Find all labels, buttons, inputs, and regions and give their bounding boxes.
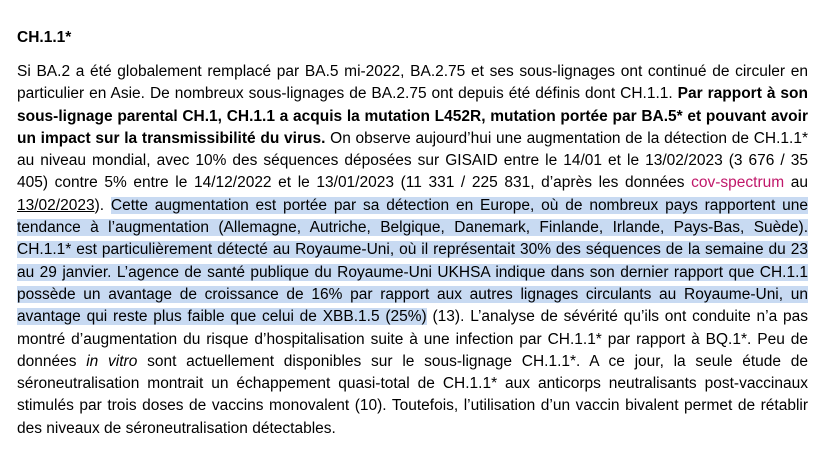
cov-spectrum-link[interactable]: cov-spectrum: [691, 174, 785, 192]
body-paragraph: [17, 61, 808, 440]
reference-13: (13).: [432, 308, 465, 326]
sentence-seroneutralisation: sont actuellement disponibles sur le sous-lignage CH.1.1*. A ce jour, la seule étude de séroneutralisation montrait un échappement quasi-total de CH.1.1* aux anticorps neutralisants post-vaccinaux stimulés par trois doses de vaccins monovalent (10). Toutefois, l’utilisation d’un vaccin bivalent permet de rétablir des niveaux de séroneutralisation détectables.: [17, 352, 808, 437]
in-vitro-italic: in vitro: [86, 352, 138, 370]
word-au: au: [790, 174, 809, 192]
underlined-date: 13/02/2023: [17, 196, 95, 214]
selected-text[interactable]: Cette augmentation est portée par sa détection en Europe, où de nombreux pays rapportent une tendance à l’augmentation (Allemagne, Autriche, Belgique, Danemark, Finlande, Irlande, Pays-Bas, Suède). CH.1.1* est particulièrement détecté au Royaume-Uni, où il représentait 30% des séquences de la semaine du 23 au 29 janvier. L’agence de santé publique du Royaume-Uni UKHSA indique dans son dernier rapport que CH.1.1 possède un avantage de croissance de 16% par rapport aux autres lignages circulants au Royaume-Uni, un avantage qui reste plus faible que celui de XBB.1.5 (25%): [17, 196, 808, 326]
sentence-severity: L’analyse de sévérité qu’ils ont conduite n’a pas montré d’augmentation du risque d’hospitalisation suite à une infection par CH.1.1* par rapport à BQ.1*. Peu de données: [17, 308, 809, 370]
bold-statement: Par rapport à son sous-lignage parental CH.1, CH.1.1 a acquis la mutation L452R, mutation portée par BA.5* et pouvant avoir un impact sur la transmissibilité du virus.: [17, 85, 808, 147]
sentence-intro: Si BA.2 a été globalement remplacé par BA.5 mi-2022, BA.2.75 et ses sous-lignages ont continué de circuler en particulier en Asie. De nombreux sous-lignages de BA.2.75 ont depuis été définis dont CH.1.1.: [17, 63, 808, 103]
section-heading: CH.1.1*: [17, 29, 72, 46]
closing-paren: ).: [94, 196, 105, 214]
sentence-detection: On observe aujourd’hui une augmentation de la détection de CH.1.1* au niveau mondial, avec 10% des séquences déposées sur GISAID entre le 14/01 et le 13/02/2023 (3 676 / 35 405) contre 5% entre le 14/12/2022 et le 13/01/2023 (11 331 / 225 831, d’après les données: [17, 129, 808, 192]
